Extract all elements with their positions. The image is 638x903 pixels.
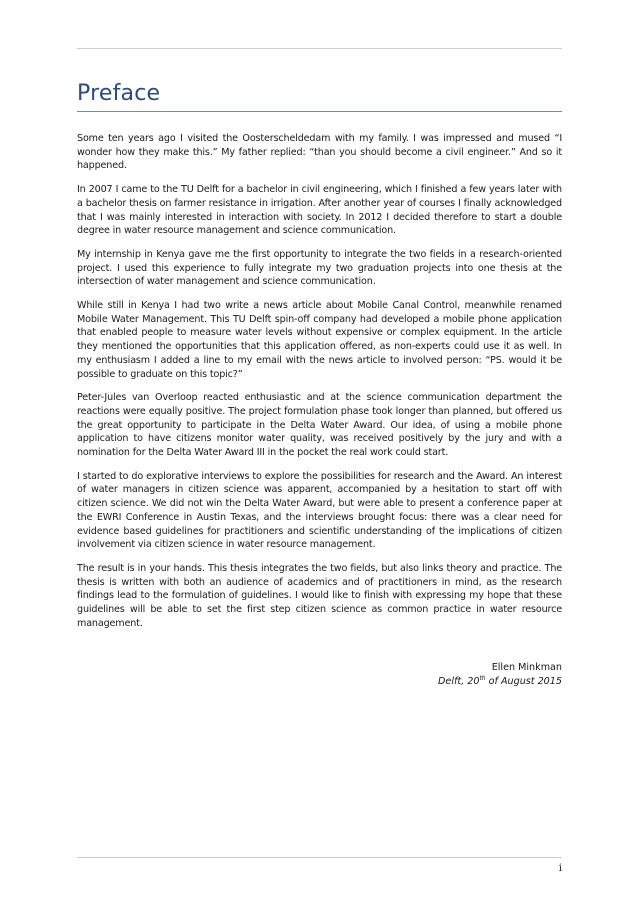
footer-rule [77, 857, 562, 858]
page-number: i [558, 863, 562, 874]
preface-body [77, 132, 562, 641]
paragraph: Peter-Jules van Overloop reacted enthusiastic and at the science communication department the reactions were equally positive. The project formulation phase took longer than planned, but offered us the great opportunity to participate in the Delta Water Award. Our idea, of using a mobile phone application to have citizens monitor water quality, was received positively by the jury and with a nomination for the Delta Water Award III in the pocket the real work could start. [77, 392, 562, 459]
place-date-prefix: Delft, 20 [438, 676, 480, 687]
place-and-date [77, 675, 562, 689]
author-name: Ellen Minkman [491, 662, 562, 673]
paragraph: In 2007 I came to the TU Delft for a bachelor in civil engineering, which I finished a few years later with a bachelor thesis on farmer resistance in irrigation. After another year of courses I finally acknowledged that I was mainly interested in interaction with society. In 2012 I decided therefore to start a double degree in water resource management and science communication. [77, 184, 562, 237]
page-title: Preface [77, 79, 562, 112]
signature-block [77, 661, 562, 689]
paragraph: Some ten years ago I visited the Oosterscheldedam with my family. I was impressed and mused “I wonder how they make this.” My father replied: “than you should become a civil engineer.” And so it happened. [77, 133, 562, 172]
paragraph: I started to do explorative interviews to explore the possibilities for research and the Award. An interest of water managers in citizen science was apparent, accompanied by a hesitation to start off with citizen science. We did not win the Delta Water Award, but were able to present a conference paper at the EWRI Conference in Austin Texas, and the interviews brought focus: there was a clear need for evidence based guidelines for practitioners and scientific understanding of the implications of citizen involvement via citizen science in water resource management. [77, 470, 562, 551]
paragraph: My internship in Kenya gave me the first opportunity to integrate the two fields in a research-oriented project. I used this experience to fully integrate my two graduation projects into one thesis at the intersection of water management and science communication. [77, 248, 562, 288]
header-rule [77, 48, 562, 49]
ordinal-suffix: th [479, 674, 486, 682]
place-date-suffix: of August 2015 [485, 676, 562, 687]
paragraph: The result is in your hands. This thesis integrates the two fields, but also links theory and practice. The thesis is written with both an audience of academics and of practitioners in mind, as the research findings lead to the formulation of guidelines. I would like to finish with expressing my hope that these guidelines will be able to set the first step citizen science as common practice in water resource management. [77, 562, 562, 629]
paragraph: While still in Kenya I had two write a news article about Mobile Canal Control, meanwhile renamed Mobile Water Management. This TU Delft spin-off company had developed a mobile phone application that enabled people to measure water levels without expensive or complex equipment. In the article they mentioned the opportunities that this application offered, as non-experts could use it as well. In my enthusiasm I added a line to my email with the news article to involved person: “PS. would it be possible to graduate on this topic?” [77, 300, 562, 380]
